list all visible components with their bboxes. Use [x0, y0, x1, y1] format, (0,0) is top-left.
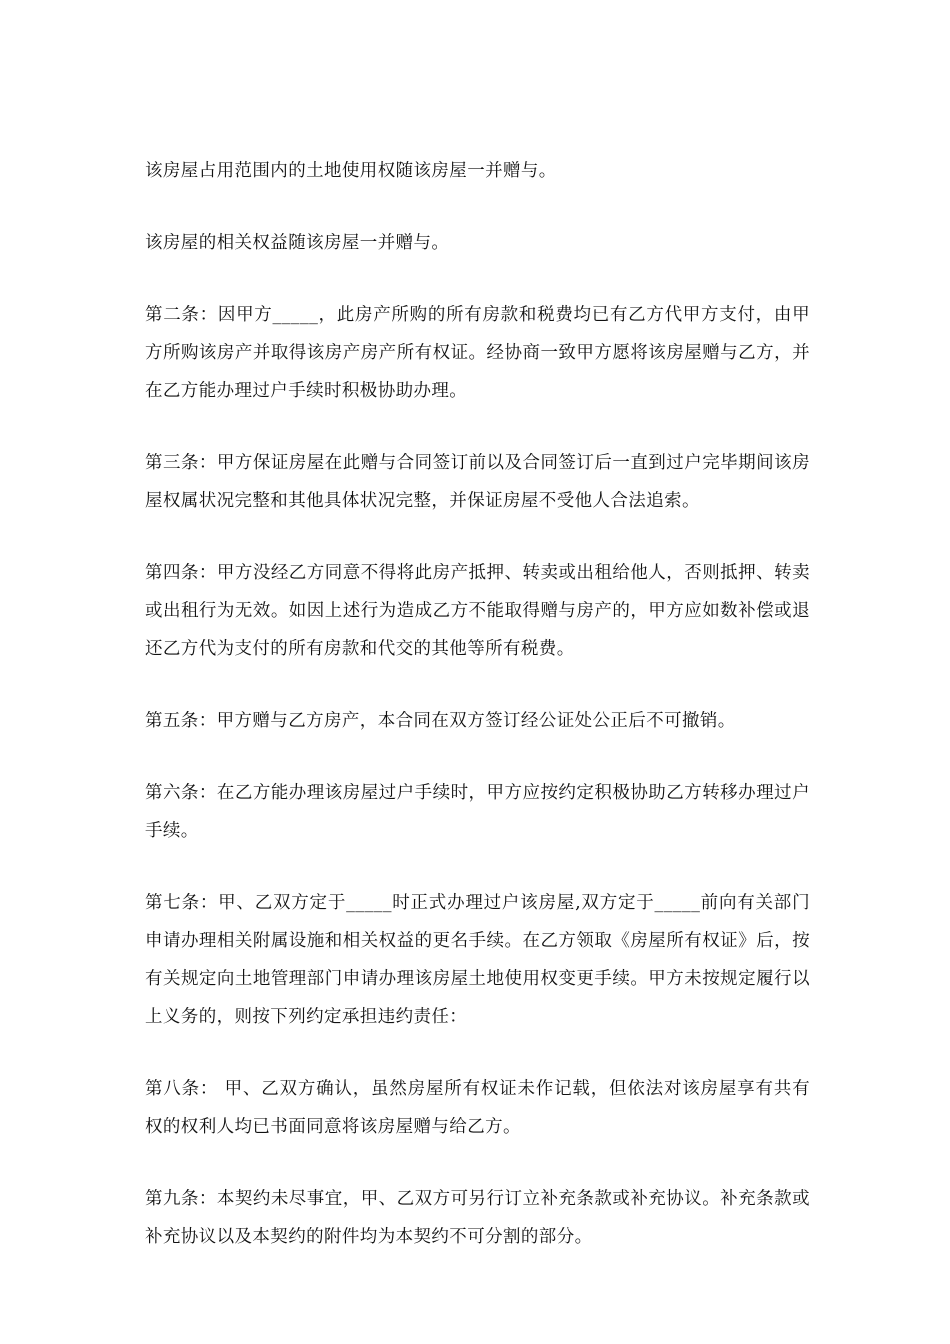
article-4: 第四条：甲方没经乙方同意不得将此房产抵押、转卖或出租给他人，否则抵押、转卖或出租行为无效。如因上述行为造成乙方不能取得赠与房产的，甲方应如数补偿或退还乙方代为支付的所有房款和代交的其他等所有税费。 [145, 563, 810, 659]
paragraph-land-use-rights: 该房屋占用范围内的土地使用权随该房屋一并赠与。 [145, 161, 557, 181]
paragraph-related-rights: 该房屋的相关权益随该房屋一并赠与。 [145, 233, 450, 253]
article-7: 第七条：甲、乙双方定于_____时正式办理过户该房屋,双方定于_____前向有关部门申请办理相关附属设施和相关权益的更名手续。在乙方领取《房屋所有权证》后，按有关规定向土地管理部门申请办理该房屋土地使用权变更手续。甲方未按规定履行以上义务的，则按下列约定承担违约责任： [145, 893, 810, 1027]
article-8: 第八条： 甲、乙双方确认，虽然房屋所有权证未作记载，但依法对该房屋享有共有权的权利人均已书面同意将该房屋赠与给乙方。 [145, 1079, 810, 1137]
article-9: 第九条：本契约未尽事宜，甲、乙双方可另行订立补充条款或补充协议。补充条款或补充协议以及本契约的附件均为本契约不可分割的部分。 [145, 1189, 810, 1247]
article-3: 第三条：甲方保证房屋在此赠与合同签订前以及合同签订后一直到过户完毕期间该房屋权属状况完整和其他具体状况完整，并保证房屋不受他人合法追索。 [145, 453, 810, 511]
article-5: 第五条：甲方赠与乙方房产，本合同在双方签订经公证处公正后不可撤销。 [145, 711, 736, 731]
article-2: 第二条：因甲方_____，此房产所购的所有房款和税费均已有乙方代甲方支付，由甲方所购该房产并取得该房产房产所有权证。经协商一致甲方愿将该房屋赠与乙方，并在乙方能办理过户手续时积极协助办理。 [145, 305, 810, 401]
article-6: 第六条：在乙方能办理该房屋过户手续时，甲方应按约定积极协助乙方转移办理过户手续。 [145, 783, 810, 841]
document-body [145, 152, 810, 1290]
